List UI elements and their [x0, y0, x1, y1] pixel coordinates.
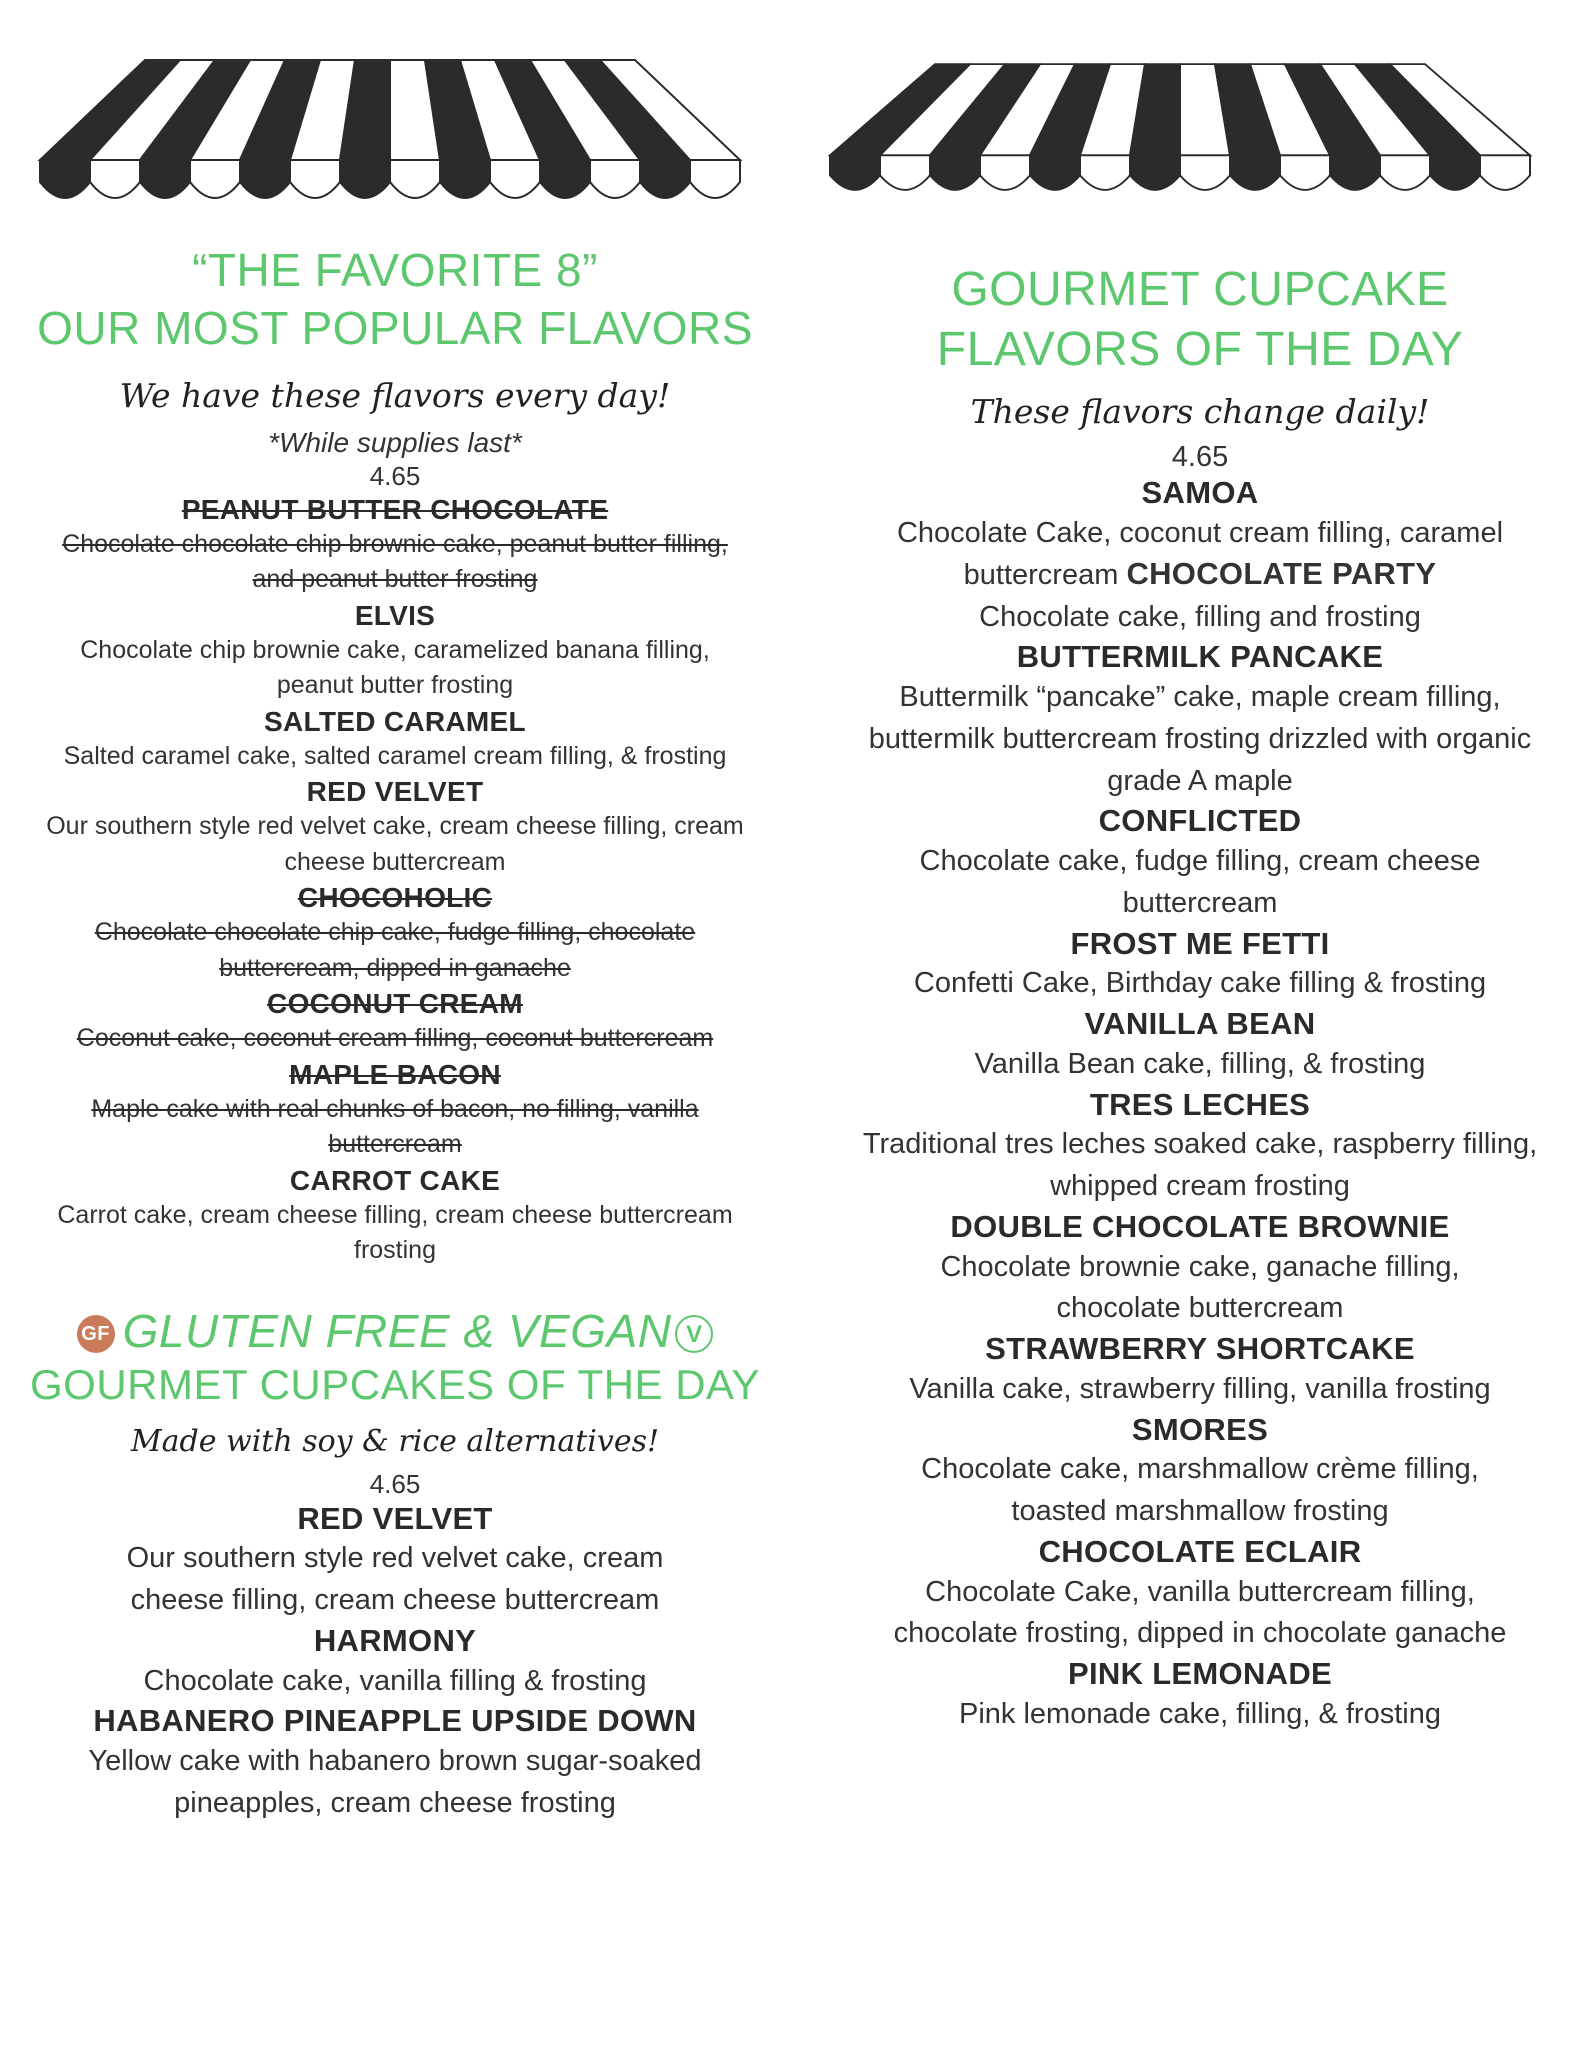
flavor-desc: Chocolate cake, vanilla filling & frosting	[143, 1664, 647, 1697]
list-item	[0, 774, 790, 880]
awning-scallop	[640, 160, 690, 198]
awning-scallop	[440, 160, 490, 198]
flavor-desc: Chocolate brownie cake, ganache filling, chocolate buttercream	[940, 1250, 1460, 1325]
flavor-desc: Chocolate cake, filling and frosting	[979, 600, 1421, 633]
gluten-free-vegan-heading	[0, 1305, 790, 1359]
gfv-subheading: GOURMET CUPCAKES OF THE DAY	[30, 1361, 760, 1409]
flavor-name: RED VELVET	[297, 1500, 493, 1536]
gfv-heading-text: GLUTEN FREE & VEGAN	[122, 1304, 672, 1357]
flavor-desc: Yellow cake with habanero brown sugar-soaked pineapples, cream cheese frosting	[88, 1745, 702, 1819]
gfv-price: 4.65	[369, 1468, 421, 1499]
flavor-name: VANILLA BEAN	[1084, 1006, 1316, 1042]
awning-scallop	[830, 155, 880, 190]
flavors-of-day-list	[850, 474, 1550, 1735]
flavor-desc: Maple cake with real chunks of bacon, no filling, vanilla buttercream	[91, 1094, 699, 1159]
flavor-desc: Buttermilk “pancake” cake, maple cream filling, buttermilk buttercream frosting drizzled with organic grade A maple	[868, 681, 1532, 797]
flavor-name: SMORES	[1131, 1411, 1269, 1447]
list-item	[0, 986, 790, 1057]
flavor-desc: Coconut cake, coconut cream filling, coconut buttercream	[76, 1024, 714, 1053]
gluten-free-icon: GF	[77, 1315, 115, 1353]
awning-scallop	[1130, 155, 1180, 190]
list-item	[850, 1086, 1550, 1208]
flavor-name: HARMONY	[313, 1622, 477, 1658]
flavor-desc	[850, 513, 1550, 597]
flavor-name: CHOCOLATE ECLAIR	[1038, 1533, 1362, 1569]
samoa-desc: Chocolate Cake, coconut cream filling, caramel buttercream	[896, 517, 1504, 591]
awning-scallop	[690, 160, 740, 198]
list-item	[850, 638, 1550, 802]
awning-scallop	[1480, 155, 1530, 190]
awning-scallop	[1330, 155, 1380, 190]
list-item	[850, 597, 1550, 639]
flavor-desc: Our southern style red velvet cake, cream cheese filling, cream cheese buttercream	[126, 1542, 664, 1617]
flavor-name: RED VELVET	[306, 776, 484, 808]
list-item	[0, 704, 790, 775]
left-tagline: We have these flavors every day!	[119, 375, 671, 415]
flavor-name: ELVIS	[354, 599, 436, 631]
awning-scallop	[290, 160, 340, 198]
flavor-desc: Pink lemonade cake, filling, & frosting	[959, 1697, 1441, 1730]
supplies-note: *While supplies last*	[268, 426, 522, 458]
list-item	[0, 598, 790, 704]
flavor-name: HABANERO PINEAPPLE UPSIDE DOWN	[93, 1703, 697, 1739]
flavor-name: CARROT CAKE	[289, 1164, 501, 1196]
awning-scallop	[1080, 155, 1130, 190]
list-item	[850, 802, 1550, 924]
flavor-name: CONFLICTED	[1098, 803, 1302, 839]
flavor-name: STRAWBERRY SHORTCAKE	[985, 1331, 1415, 1367]
awning-scallop	[1180, 155, 1230, 190]
flavor-name: SAMOA	[1141, 475, 1259, 511]
awning-illustration-left	[35, 50, 745, 220]
awning-scallop	[1280, 155, 1330, 190]
flavor-desc: Our southern style red velvet cake, cream cheese filling, cream cheese buttercream	[46, 812, 744, 876]
awning-scallop	[140, 160, 190, 198]
flavor-desc: Chocolate chip brownie cake, caramelized banana filling, peanut butter frosting	[80, 635, 710, 700]
awning-scallop	[490, 160, 540, 198]
list-item	[0, 1702, 790, 1824]
flavor-desc: Chocolate chocolate chip brownie cake, peanut butter filling, and peanut butter frosting	[62, 529, 728, 594]
flavor-desc: Vanilla cake, strawberry filling, vanilla frosting	[909, 1372, 1491, 1405]
flavor-desc: Confetti Cake, Birthday cake filling & frosting	[913, 967, 1487, 1000]
list-item	[0, 1057, 790, 1163]
flavor-name: CHOCOHOLIC	[297, 882, 493, 914]
favorite-8-list	[0, 492, 790, 1269]
awning-illustration-right	[825, 55, 1535, 210]
awning-scallop	[90, 160, 140, 198]
awning-scallop	[390, 160, 440, 198]
awning-scallop	[240, 160, 290, 198]
gluten-free-vegan-section	[0, 1305, 790, 1825]
list-item	[0, 880, 790, 986]
flavor-name: TRES LECHES	[1089, 1086, 1311, 1122]
flavor-name: DOUBLE CHOCOLATE BROWNIE	[950, 1208, 1450, 1244]
awning-scallop	[590, 160, 640, 198]
list-item	[850, 1005, 1550, 1086]
awning-scallop	[190, 160, 240, 198]
flavor-desc: Salted caramel cake, salted caramel cream filling, & frosting	[63, 741, 727, 770]
awning-scallop	[1430, 155, 1480, 190]
popular-flavors-heading: OUR MOST POPULAR FLAVORS	[37, 301, 753, 354]
flavor-name: FROST ME FETTI	[1070, 925, 1330, 961]
awning-scallop	[40, 160, 90, 198]
right-price: 4.65	[1171, 441, 1229, 474]
flavor-desc: Chocolate chocolate chip cake, fudge filling, chocolate buttercream, dipped in ganache	[94, 918, 696, 982]
left-price: 4.65	[369, 460, 421, 491]
gourmet-cupcake-heading: GOURMET CUPCAKE	[951, 263, 1449, 316]
list-item	[850, 474, 1550, 596]
list-item	[850, 1655, 1550, 1736]
flavor-desc: Carrot cake, cream cheese filling, cream cheese buttercream frosting	[57, 1200, 733, 1265]
flavor-desc: Chocolate Cake, vanilla buttercream filling, chocolate frosting, dipped in chocolate ganache	[893, 1575, 1507, 1650]
awning-right-svg	[825, 55, 1535, 210]
flavor-name: CHOCOLATE PARTY	[1126, 555, 1437, 591]
flavor-name: SALTED CARAMEL	[264, 705, 526, 737]
awning-scallop	[1230, 155, 1280, 190]
list-item	[0, 1622, 790, 1703]
awning-left-svg	[35, 50, 745, 220]
list-item	[850, 1533, 1550, 1655]
flavor-name: MAPLE BACON	[289, 1058, 501, 1090]
list-item	[0, 1163, 790, 1269]
flavors-of-day-heading: FLAVORS OF THE DAY	[936, 323, 1464, 377]
flavor-name: PINK LEMONADE	[1068, 1656, 1332, 1692]
flavor-desc: Traditional tres leches soaked cake, raspberry filling, whipped cream frosting	[862, 1128, 1538, 1203]
flavor-desc: Chocolate cake, fudge filling, cream cheese buttercream	[919, 845, 1481, 919]
flavor-name: PEANUT BUTTER CHOCOLATE	[181, 493, 609, 525]
awning-scallop	[540, 160, 590, 198]
awning-scallop	[340, 160, 390, 198]
list-item	[0, 492, 790, 598]
awning-scallop	[1030, 155, 1080, 190]
list-item	[850, 1330, 1550, 1411]
gfv-tagline: Made with soy & rice alternatives!	[130, 1423, 660, 1459]
favorite-8-heading: “THE FAVORITE 8”	[192, 244, 598, 296]
flavor-name: BUTTERMILK PANCAKE	[1016, 639, 1384, 675]
list-item	[850, 1411, 1550, 1533]
flavor-desc: Vanilla Bean cake, filling, & frosting	[974, 1047, 1426, 1080]
awning-scallop	[880, 155, 930, 190]
list-item	[850, 1208, 1550, 1330]
vegan-icon: V	[675, 1315, 713, 1353]
awning-scallop	[1380, 155, 1430, 190]
list-item	[850, 925, 1550, 1006]
right-tagline: These flavors change daily!	[970, 392, 1430, 432]
gfv-list	[0, 1500, 790, 1825]
flavor-desc: Chocolate cake, marshmallow crème filling, toasted marshmallow frosting	[921, 1453, 1479, 1528]
flavor-name: COCONUT CREAM	[267, 988, 523, 1020]
awning-scallop	[930, 155, 980, 190]
list-item	[0, 1500, 790, 1622]
awning-scallop	[980, 155, 1030, 190]
